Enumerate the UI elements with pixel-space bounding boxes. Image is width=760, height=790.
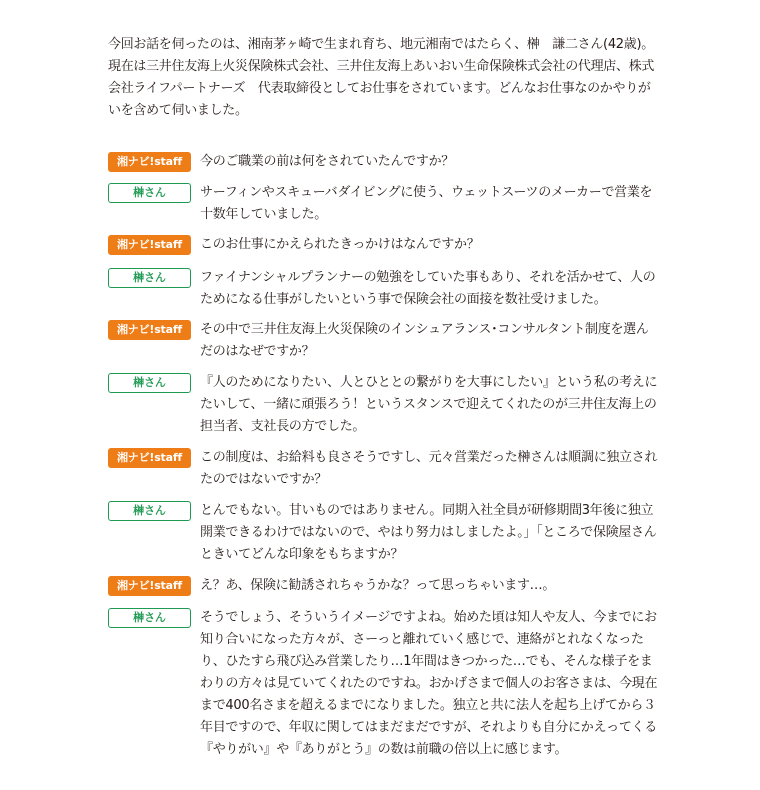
qa-text: サーフィンやスキューバダイビングに使う、ウェットスーツのメーカーで営業を十数年していました。 xyxy=(200,185,653,222)
qa-text: ファイナンシャルプランナーの勉強をしていた事もあり、それを活かせて、人のためになる仕事がしたいという事で保険会社の面接を数社受けました。 xyxy=(200,270,656,307)
speaker-badge-guest: 榊さん xyxy=(108,183,191,203)
qa-text: その中で三井住友海上火災保険のインシュアランス･コンサルタント制度を選んだのはなぜですか？ xyxy=(200,322,649,359)
qa-text: とんでもない。甘いものではありません。同期入社全員が研修期間3年後に独立開業できるわけではないので、やはり努力はしましたよ。」「ところで保険屋さんときいてどんな印象をもちますか？ xyxy=(200,503,657,562)
speaker-badge-guest: 榊さん xyxy=(108,608,191,628)
qa-text: このお仕事にかえられたきっかけはなんですか？ xyxy=(200,237,480,252)
speaker-badge-staff: 湘ナビ!staff xyxy=(108,152,191,172)
speaker-badge-staff: 湘ナビ!staff xyxy=(108,320,191,340)
speaker-badge-staff: 湘ナビ!staff xyxy=(108,235,191,255)
qa-text: え？あ、保険に勧誘されちゃうかな？って思っちゃいます…。 xyxy=(200,578,556,593)
speaker-badge-staff: 湘ナビ!staff xyxy=(108,576,191,596)
speaker-badge-guest: 榊さん xyxy=(108,501,191,521)
speaker-badge-guest: 榊さん xyxy=(108,268,191,288)
qa-text: 今のご職業の前は何をされていたんですか？ xyxy=(200,154,455,169)
qa-text: そうでしょう、そういうイメージですよね。始めた頃は知人や友人、今までにお知り合いになった方々が、さーっと離れていく感じで、連絡がとれなくなったり、ひたすら飛び込み営業したり…1年間はきつかった…でも、そんな様子をまわりの方々は見ていてくれたのですね。おかげさまで個人のお客さまは、今現在まで400名さまを超えるまでになりました。独立と共に法人を起ち上げてから３年目ですので、年収に関してはまだまだですが、それよりも自分にかえってくる『やりがい』や『ありがとう』の数は前職の倍以上に感じます。 xyxy=(200,610,658,757)
intro-paragraph: 今回お話を伺ったのは、湘南茅ヶ崎で生まれ育ち、地元湘南ではたらく、榊 謙二さん(42歳)。現在は三井住友海上火災保険株式会社、三井住友海上あいおい生命保険株式会社の代理店、株式会社ライフパートナーズ 代表取締役としてお仕事をされています。どんなお仕事なのかやりがいを含めて伺いました。 xyxy=(108,37,655,118)
qa-text: 『人のためになりたい、人とひととの繋がりを大事にしたい』という私の考えにたいして、一緒に頑張ろう！というスタンスで迎えてくれたのが三井住友海上の担当者、支社長の方でした。 xyxy=(200,375,658,434)
speaker-badge-staff: 湘ナビ!staff xyxy=(108,448,191,468)
speaker-badge-guest: 榊さん xyxy=(108,373,191,393)
qa-text: この制度は、お給料も良さそうですし、元々営業だった榊さんは順調に独立されたのではないですか？ xyxy=(200,450,658,487)
